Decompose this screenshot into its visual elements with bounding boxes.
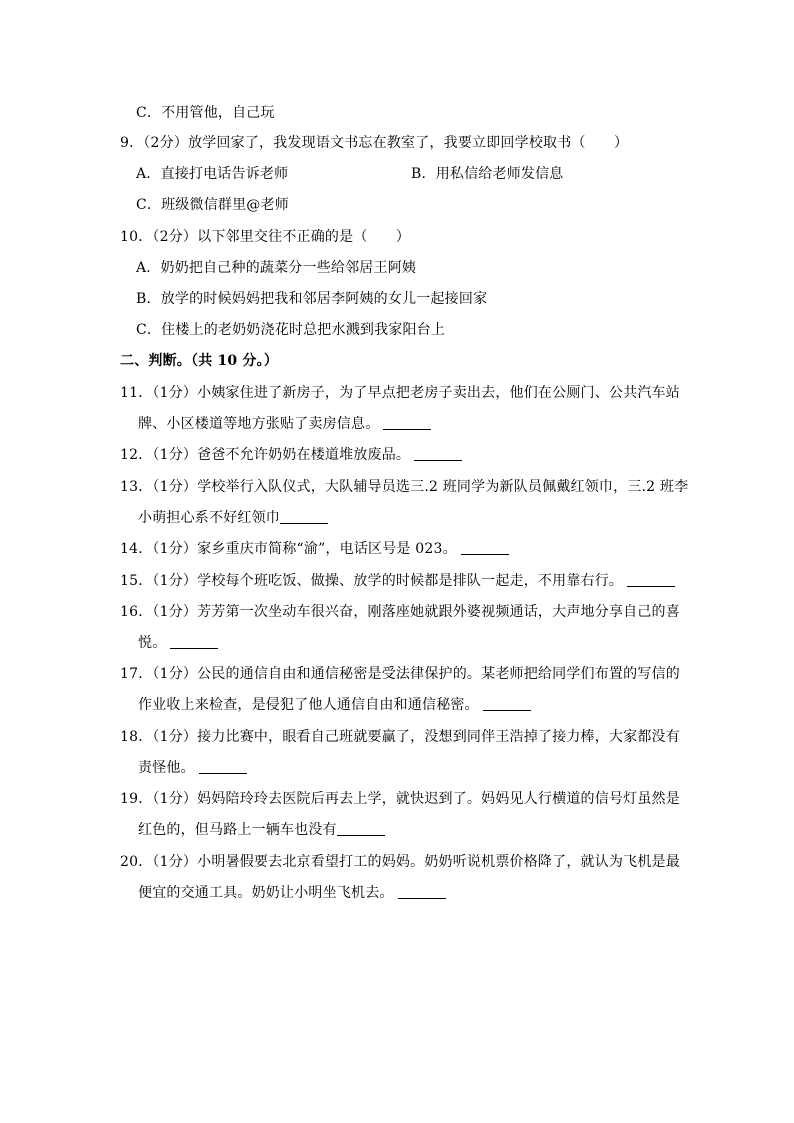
q10-option-a: A．奶奶把自己种的蔬菜分一些给邻居王阿姨 xyxy=(136,260,417,276)
q13-line1: 13．（1分）学校举行入队仪式，大队辅导员选三.2 班同学为新队员佩戴红领巾，三.2 班李 xyxy=(120,479,689,495)
q16-text: 悦。 xyxy=(138,635,167,651)
q10-stem: 10．（2分）以下邻里交往不正确的是（ ） xyxy=(120,229,411,245)
answer-blank[interactable] xyxy=(398,884,446,899)
q9-option-a: A．直接打电话告诉老师 xyxy=(136,166,289,182)
answer-blank[interactable] xyxy=(483,696,531,711)
answer-blank[interactable] xyxy=(337,821,385,836)
q9-option-c: C．班级微信群里@老师 xyxy=(136,197,289,213)
q20-line1: 20．（1分）小明暑假要去北京看望打工的妈妈。奶奶听说机票价格降了，就认为飞机是最 xyxy=(120,854,680,870)
answer-blank[interactable] xyxy=(414,446,462,461)
q15-line1 xyxy=(120,571,675,591)
q13-text: 小萌担心系不好红领巾 xyxy=(138,510,280,526)
q11-line1: 11．（1分）小姨家住进了新房子，为了早点把老房子卖出去，他们在公厕门、公共汽车站 xyxy=(120,385,680,401)
q19-line2 xyxy=(138,820,385,840)
section-title: 二、判断。（共 10 分。） xyxy=(120,353,279,369)
answer-blank[interactable] xyxy=(280,509,328,524)
q14-line1 xyxy=(120,539,509,559)
q12-text: 12．（1分）爸爸不允许奶奶在楼道堆放废品。 xyxy=(120,447,411,463)
q17-text: 作业收上来检查，是侵犯了他人通信自由和通信秘密。 xyxy=(138,697,479,713)
answer-blank[interactable] xyxy=(627,572,675,587)
q17-line2 xyxy=(138,695,531,715)
q20-text: 便宜的交通工具。奶奶让小明坐飞机去。 xyxy=(138,885,394,901)
q9-stem: 9．（2分）放学回家了，我发现语文书忘在教室了，我要立即回学校取书（ ） xyxy=(120,135,629,151)
q16-line2 xyxy=(138,633,218,653)
q18-line2 xyxy=(138,758,247,778)
q20-line2 xyxy=(138,883,446,903)
q16-line1: 16．（1分）芳芳第一次坐动车很兴奋，刚落座她就跟外婆视频通话，大声地分享自己的喜 xyxy=(120,604,680,620)
q18-text: 责怪他。 xyxy=(138,760,195,776)
q10-option-b: B．放学的时候妈妈把我和邻居李阿姨的女儿一起接回家 xyxy=(136,291,488,307)
answer-blank[interactable] xyxy=(461,540,509,555)
q12-line1 xyxy=(120,445,462,465)
q19-line1: 19．（1分）妈妈陪玲玲去医院后再去上学，就快迟到了。妈妈见人行横道的信号灯虽然是 xyxy=(120,791,680,807)
q15-text: 15．（1分）学校每个班吃饭、做操、放学的时候都是排队一起走，不用靠右行。 xyxy=(120,573,624,589)
q9-option-b: B．用私信给老师发信息 xyxy=(411,166,564,182)
q10-option-c: C．住楼上的老奶奶浇花时总把水溅到我家阳台上 xyxy=(136,322,446,338)
q14-text: 14．（1分）家乡重庆市简称“渝”，电话区号是 023。 xyxy=(120,541,457,557)
answer-blank[interactable] xyxy=(170,634,218,649)
q11-text: 牌、小区楼道等地方张贴了卖房信息。 xyxy=(138,416,380,432)
q19-text: 红色的，但马路上一辆车也没有 xyxy=(138,822,337,838)
q17-line1: 17．（1分）公民的通信自由和通信秘密是受法律保护的。某老师把给同学们布置的写信的 xyxy=(120,666,680,682)
q11-line2 xyxy=(138,414,431,434)
answer-blank[interactable] xyxy=(383,415,431,430)
q13-line2 xyxy=(138,508,328,528)
q18-line1: 18．（1分）接力比赛中，眼看自己班就要赢了，没想到同伴王浩掉了接力棒，大家都没有 xyxy=(120,729,680,745)
answer-blank[interactable] xyxy=(199,759,247,774)
q8-option-c: C．不用管他，自己玩 xyxy=(136,105,275,121)
